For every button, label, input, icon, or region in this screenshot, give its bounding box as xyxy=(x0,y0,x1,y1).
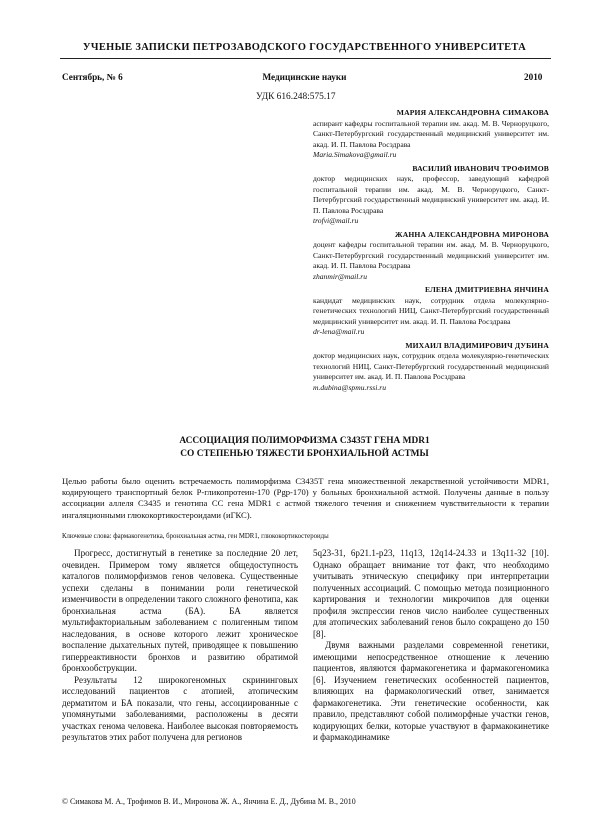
author-email: Maria.Simakova@gmail.ru xyxy=(313,150,397,159)
section-label: Медицинские науки xyxy=(262,72,347,82)
author-list xyxy=(313,108,549,396)
author-email: zhanmir@mail.ru xyxy=(313,271,368,281)
udc-code: УДК 616.248:575.17 xyxy=(256,92,336,102)
body-paragraph: Прогресс, достигнутый в генетике за последние 20 лет, очевиден. Примером тому является общедоступность каталогов полиморфизмов генов человека. Существенные успехи сделаны в понимании роли генетической изменчивости в определении такого сложного фенотипа, как бронхиальная астма (БА). БА является мультифакториальным заболеванием с полигенным типом наследования, в основе которого лежит хроническое воспаление дыхательных путей, приводящее к повышению гиперреактивности бронхов и развитию обратимой бронхообструкции. xyxy=(62,548,298,673)
author-affiliation: доцент кафедры госпитальной терапии им. акад. М. В. Черноруцкого, Санкт-Петербургский государственный медицинский университет им. акад. И. П. Павлова Росздрава xyxy=(313,240,549,270)
body-column-right xyxy=(313,548,549,744)
author-name: ЖАННА АЛЕКСАНДРОВНА МИРОНОВА xyxy=(395,229,549,239)
body-column-left xyxy=(62,548,298,744)
author-affiliation: аспирант кафедры госпитальной терапии им. акад. М. В. Черноруцкого, Санкт-Петербургский государственный медицинский университет им. акад. И. П. Павлова Росздрава xyxy=(313,118,549,149)
header-rule xyxy=(60,58,551,59)
author-block xyxy=(313,108,549,161)
author-name: МАРИЯ АЛЕКСАНДРОВНА СИМАКОВА xyxy=(396,108,549,117)
author-block xyxy=(313,164,549,227)
author-name: ЕЛЕНА ДМИТРИЕВНА ЯНЧИНА xyxy=(424,285,549,294)
article-title-line-1: АССОЦИАЦИЯ ПОЛИМОРФИЗМА С3435Т ГЕНА MDR1 xyxy=(179,436,430,446)
copyright-notice: © Симакова М. А., Трофимов В. И., Миронова Ж. А., Янчина Е. Д., Дубина М. В., 2010 xyxy=(62,797,356,806)
article-title-line-2: СО СТЕПЕНЬЮ ТЯЖЕСТИ БРОНХИАЛЬНОЙ АСТМЫ xyxy=(180,449,429,459)
body-paragraph: Результаты 12 широкогеномных скрининговых исследований пациентов с атопией, атопическим дерматитом и БА показали, что гены, ассоциированные с упомянутыми заболеваниями, расположены в десяти участках генома человека. Наиболее высокая повторяемость результатов этих работ получена для регионов xyxy=(62,674,298,742)
issue-label: Сентябрь, № 6 xyxy=(62,72,123,82)
year-label: 2010 xyxy=(524,72,543,82)
author-email: m.dubina@spmu.rssi.ru xyxy=(313,382,387,392)
journal-title: УЧЕНЫЕ ЗАПИСКИ ПЕТРОЗАВОДСКОГО ГОСУДАРСТВЕННОГО УНИВЕРСИТЕТА xyxy=(82,42,527,53)
keywords: Ключевые слова: фармакогенетика, бронхиальная астма, ген MDR1, глюкокортикостероиды xyxy=(62,533,329,540)
abstract: Целью работы было оценить встречаемость полиморфизма С3435Т гена множественной лекарственной устойчивости MDR1, кодирующего транспортный белок Р-гликопротеин-170 (Pgp-170) у больных бронхиальной астмой. Получены данные в пользу ассоциации аллеля C3435 и генотипа СС гена MDR1 с астмой тяжелого течения и снижением чувствительности к терапии ингаляционными глюкокортикостероидами (иГКС). xyxy=(62,476,549,520)
body-paragraph: 5q23-31, 6p21.1-p23, 11q13, 12q14-24.33 и 13q11-32 [10]. Однако обращает внимание тот факт, что необходимо учитывать этническую специфику при интерпретации полученных ассоциаций. С помощью метода позиционного картирования и технологии микрочипов для оценки профиля экспрессии генов число наиболее существенных для атопических заболеваний генов было сокращено до 150 [8]. xyxy=(313,548,549,639)
author-affiliation: доктор медицинских наук, профессор, заведующий кафедрой госпитальной терапии им. акад. М. В. Черноруцкого, Санкт-Петербургский государственный медицинский университет им. акад. И. П. Павлова Росздрава xyxy=(313,174,549,215)
author-email: trofvi@mail.ru xyxy=(313,216,359,225)
article-title xyxy=(0,435,609,461)
author-name: МИХАИЛ ВЛАДИМИРОВИЧ ДУБИНА xyxy=(405,340,549,350)
body-paragraph: Двумя важными разделами современной генетики, имеющими непосредственное отношение к лечению пациентов, являются фармакогенетика и фармакогеномика [6]. Изучением генетических особенностей пациентов, влияющих на фармакологический ответ, занимается фармакогенетика. Эти генетические особенности, как правило, представляют собой полиморфные участки генов, кодирующих белки, которые участвуют в фармакокинетике и фармакодинамике xyxy=(313,640,549,742)
author-block xyxy=(313,230,549,283)
author-affiliation: кандидат медицинских наук, сотрудник отдела молекулярно-генетических технологий НИЦ, Санкт-Петербургский государственный медицинский университет им. акад. И. П. Павлова Росздрава xyxy=(313,295,549,326)
author-block xyxy=(313,341,549,394)
author-email: dr-lena@mail.ru xyxy=(313,327,365,336)
author-name: ВАСИЛИЙ ИВАНОВИЧ ТРОФИМОВ xyxy=(412,163,549,173)
author-affiliation: доктор медицинских наук, сотрудник отдела молекулярно-генетических технологий НИЦ, Санкт-Петербургский государственный медицинский университет им. акад. И. П. Павлова Росздрава xyxy=(313,351,549,381)
author-block xyxy=(313,285,549,338)
